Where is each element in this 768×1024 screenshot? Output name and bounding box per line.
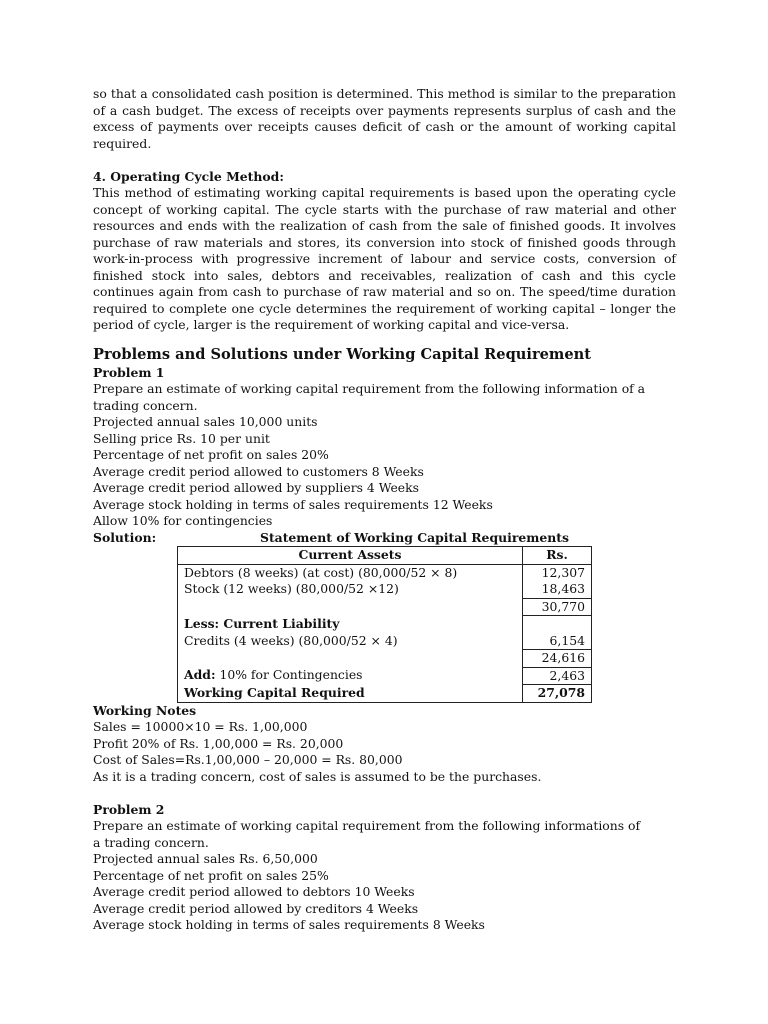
problem-2-line: Percentage of net profit on sales 25% [93, 867, 329, 883]
problem-1-title: Problem 1 [93, 364, 165, 380]
subtotal-2: 24,616 [523, 650, 592, 668]
problem-2-line: Average credit period allowed by creditors 4 Weeks [93, 900, 419, 916]
solution-label: Solution: [93, 529, 157, 545]
working-note-line: Profit 20% of Rs. 1,00,000 = Rs. 20,000 [93, 735, 344, 751]
table-total-row [178, 685, 592, 703]
problem-1-line: Average stock holding in terms of sales requirements 12 Weeks [93, 496, 493, 512]
debtors-value: 12,307 [523, 564, 592, 581]
solution-row [93, 530, 676, 547]
table-row [178, 616, 592, 633]
working-capital-table [177, 546, 592, 703]
header-rs: Rs. [523, 547, 592, 565]
section-4-heading: 4. Operating Cycle Method: [93, 168, 284, 184]
problem-2-line: a trading concern. [93, 834, 209, 850]
problem-2-line: Prepare an estimate of working capital requirement from the following informations of [93, 818, 641, 833]
problem-1-line: Projected annual sales 10,000 units [93, 414, 318, 429]
table-header-row [178, 547, 592, 565]
problem-1-line: Allow 10% for contingencies [93, 513, 273, 528]
section-4-body: This method of estimating working capital requirements is based upon the operating cycle concept of working capital. The cycle starts with the purchase of raw material and other resources and ends with the realization of cash from the sale of finished goods. It involves purchase of raw materials and stores, its conversion into stock of finished goods through work-in-process with progressive increment of labour and service costs, conversion of finished stock into sales, debtors and receivables, realization of cash and this cycle continues again from cash to purchase of raw material and so on. The speed/time duration required to complete one cycle determines the requirement of working capital – longer the period of cycle, larger is the requirement of working capital and vice-versa. [93, 185, 676, 332]
statement-title: Statement of Working Capital Requirements [260, 529, 569, 545]
stock-value: 18,463 [523, 581, 592, 598]
working-note-line: As it is a trading concern, cost of sales is assumed to be the purchases. [93, 768, 542, 784]
table-row [178, 564, 592, 581]
problem-1-line: Average credit period allowed to customers 8 Weeks [93, 463, 424, 479]
problem-2-line: Average stock holding in terms of sales requirements 8 Weeks [93, 917, 485, 932]
header-current-assets: Current Assets [178, 547, 523, 565]
intro-paragraph: so that a consolidated cash position is determined. This method is similar to the preparation of a cash budget. The excess of receipts over payments represents surplus of cash and the excess of payments over receipts causes deficit of cash or the amount of working capital required. [93, 86, 676, 151]
problems-heading: Problems and Solutions under Working Capital Requirement [93, 345, 591, 363]
problem-1-line: Percentage of net profit on sales 20% [93, 447, 329, 462]
problem-2-title: Problem 2 [93, 801, 165, 817]
total-value: 27,078 [523, 685, 592, 703]
document-page [93, 86, 676, 934]
subtotal-1: 30,770 [523, 598, 592, 616]
credits-label: Credits (4 weeks) (80,000/52 × 4) [178, 633, 523, 650]
table-row [178, 650, 592, 668]
problem-1-line: Prepare an estimate of working capital requirement from the following information of a trading concern. [93, 381, 646, 413]
debtors-label: Debtors (8 weeks) (at cost) (80,000/52 × 8) [178, 564, 523, 581]
credits-value: 6,154 [523, 633, 592, 650]
add-contingencies-label: Add: 10% for Contingencies [178, 667, 523, 685]
problem-2-line: Projected annual sales Rs. 6,50,000 [93, 851, 318, 866]
working-note-line: Sales = 10000×10 = Rs. 1,00,000 [93, 719, 308, 734]
working-notes-title: Working Notes [93, 702, 197, 718]
add-contingencies-value: 2,463 [523, 667, 592, 685]
less-current-liability: Less: Current Liability [178, 616, 523, 633]
working-note-line: Cost of Sales=Rs.1,00,000 – 20,000 = Rs. 80,000 [93, 752, 403, 767]
total-label: Working Capital Required [178, 685, 523, 703]
problem-2-line: Average credit period allowed to debtors 10 Weeks [93, 884, 415, 899]
table-row [178, 633, 592, 650]
table-row [178, 598, 592, 616]
problem-1-line: Average credit period allowed by suppliers 4 Weeks [93, 480, 419, 495]
table-row [178, 667, 592, 685]
table-row [178, 581, 592, 598]
stock-label: Stock (12 weeks) (80,000/52 ×12) [178, 581, 523, 598]
problem-1-line: Selling price Rs. 10 per unit [93, 430, 270, 446]
